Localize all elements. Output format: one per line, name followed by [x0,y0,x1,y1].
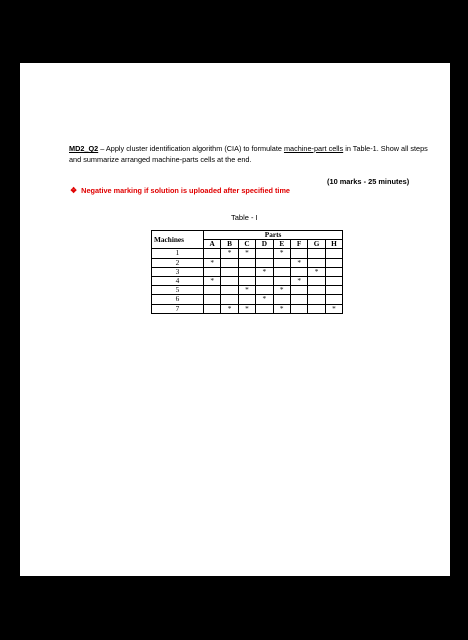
incidence-cell [290,249,307,258]
incidence-cell [204,295,221,304]
marks-label: (10 marks - 25 minutes) [327,177,410,186]
incidence-cell [290,295,307,304]
incidence-cell [256,249,273,258]
incidence-cell [221,276,238,285]
question-text-before: Apply cluster identification algorithm (CIA) to formulate [105,144,284,153]
document-page [20,63,450,576]
part-header-cell: G [308,240,325,249]
table-row [152,249,343,258]
table-row [152,304,343,313]
table-caption: Table - I [231,213,258,222]
incidence-cell [256,304,273,313]
incidence-cell [308,286,325,295]
incidence-cell [325,295,342,304]
table-row [152,295,343,304]
incidence-cell: * [204,258,221,267]
incidence-cell [308,249,325,258]
machine-number-cell: 1 [152,249,204,258]
incidence-cell [221,267,238,276]
incidence-cell [221,286,238,295]
incidence-cell: * [204,276,221,285]
incidence-cell [221,295,238,304]
part-header-cell: H [325,240,342,249]
question-underlined-term: machine-part cells [283,144,344,153]
table-row [152,286,343,295]
diamond-bullet-icon: ❖ [70,186,78,195]
incidence-cell [308,258,325,267]
incidence-cell: * [238,286,255,295]
part-header-cell: F [290,240,307,249]
machine-number-cell: 4 [152,276,204,285]
incidence-cell: * [273,304,290,313]
part-header-cell: C [238,240,255,249]
incidence-cell [273,295,290,304]
incidence-cell [325,258,342,267]
table-row [152,267,343,276]
incidence-cell [204,249,221,258]
incidence-cell: * [273,249,290,258]
machine-number-cell: 7 [152,304,204,313]
part-header-cell: D [256,240,273,249]
incidence-cell [204,286,221,295]
machine-number-cell: 6 [152,295,204,304]
incidence-cell [238,295,255,304]
incidence-cell [290,304,307,313]
incidence-cell: * [273,286,290,295]
question-text-after: in Table-1. Show all steps and summarize arranged machine-parts cells at the end. [69,144,428,164]
incidence-cell: * [221,249,238,258]
incidence-cell [325,267,342,276]
parts-header: Parts [204,231,343,240]
incidence-cell [273,258,290,267]
question-paragraph [69,143,439,165]
incidence-cell [308,295,325,304]
incidence-cell [325,249,342,258]
incidence-cell: * [238,249,255,258]
incidence-cell: * [256,267,273,276]
question-id: MD2_Q2 [69,144,99,153]
table-row [152,258,343,267]
part-header-cell: B [221,240,238,249]
machine-number-cell: 3 [152,267,204,276]
incidence-cell [204,304,221,313]
incidence-cell: * [221,304,238,313]
incidence-cell: * [238,304,255,313]
incidence-cell [221,258,238,267]
warning-text: Negative marking if solution is uploaded after specified time [81,186,290,195]
incidence-cell [308,304,325,313]
incidence-cell: * [325,304,342,313]
incidence-cell: * [290,276,307,285]
incidence-cell [256,258,273,267]
machine-number-cell: 5 [152,286,204,295]
machine-part-table [151,230,343,314]
incidence-cell [290,286,307,295]
incidence-cell: * [290,258,307,267]
incidence-cell [325,276,342,285]
incidence-cell [273,267,290,276]
incidence-cell [238,258,255,267]
warning-note [70,186,290,195]
incidence-cell: * [308,267,325,276]
machines-header: Machines [152,231,204,249]
incidence-cell: * [256,295,273,304]
incidence-cell [256,276,273,285]
incidence-cell [238,267,255,276]
part-header-cell: E [273,240,290,249]
table-body [152,249,343,313]
part-header-cell: A [204,240,221,249]
incidence-cell [325,286,342,295]
incidence-cell [308,276,325,285]
question-dash: – [98,144,106,153]
machine-number-cell: 2 [152,258,204,267]
